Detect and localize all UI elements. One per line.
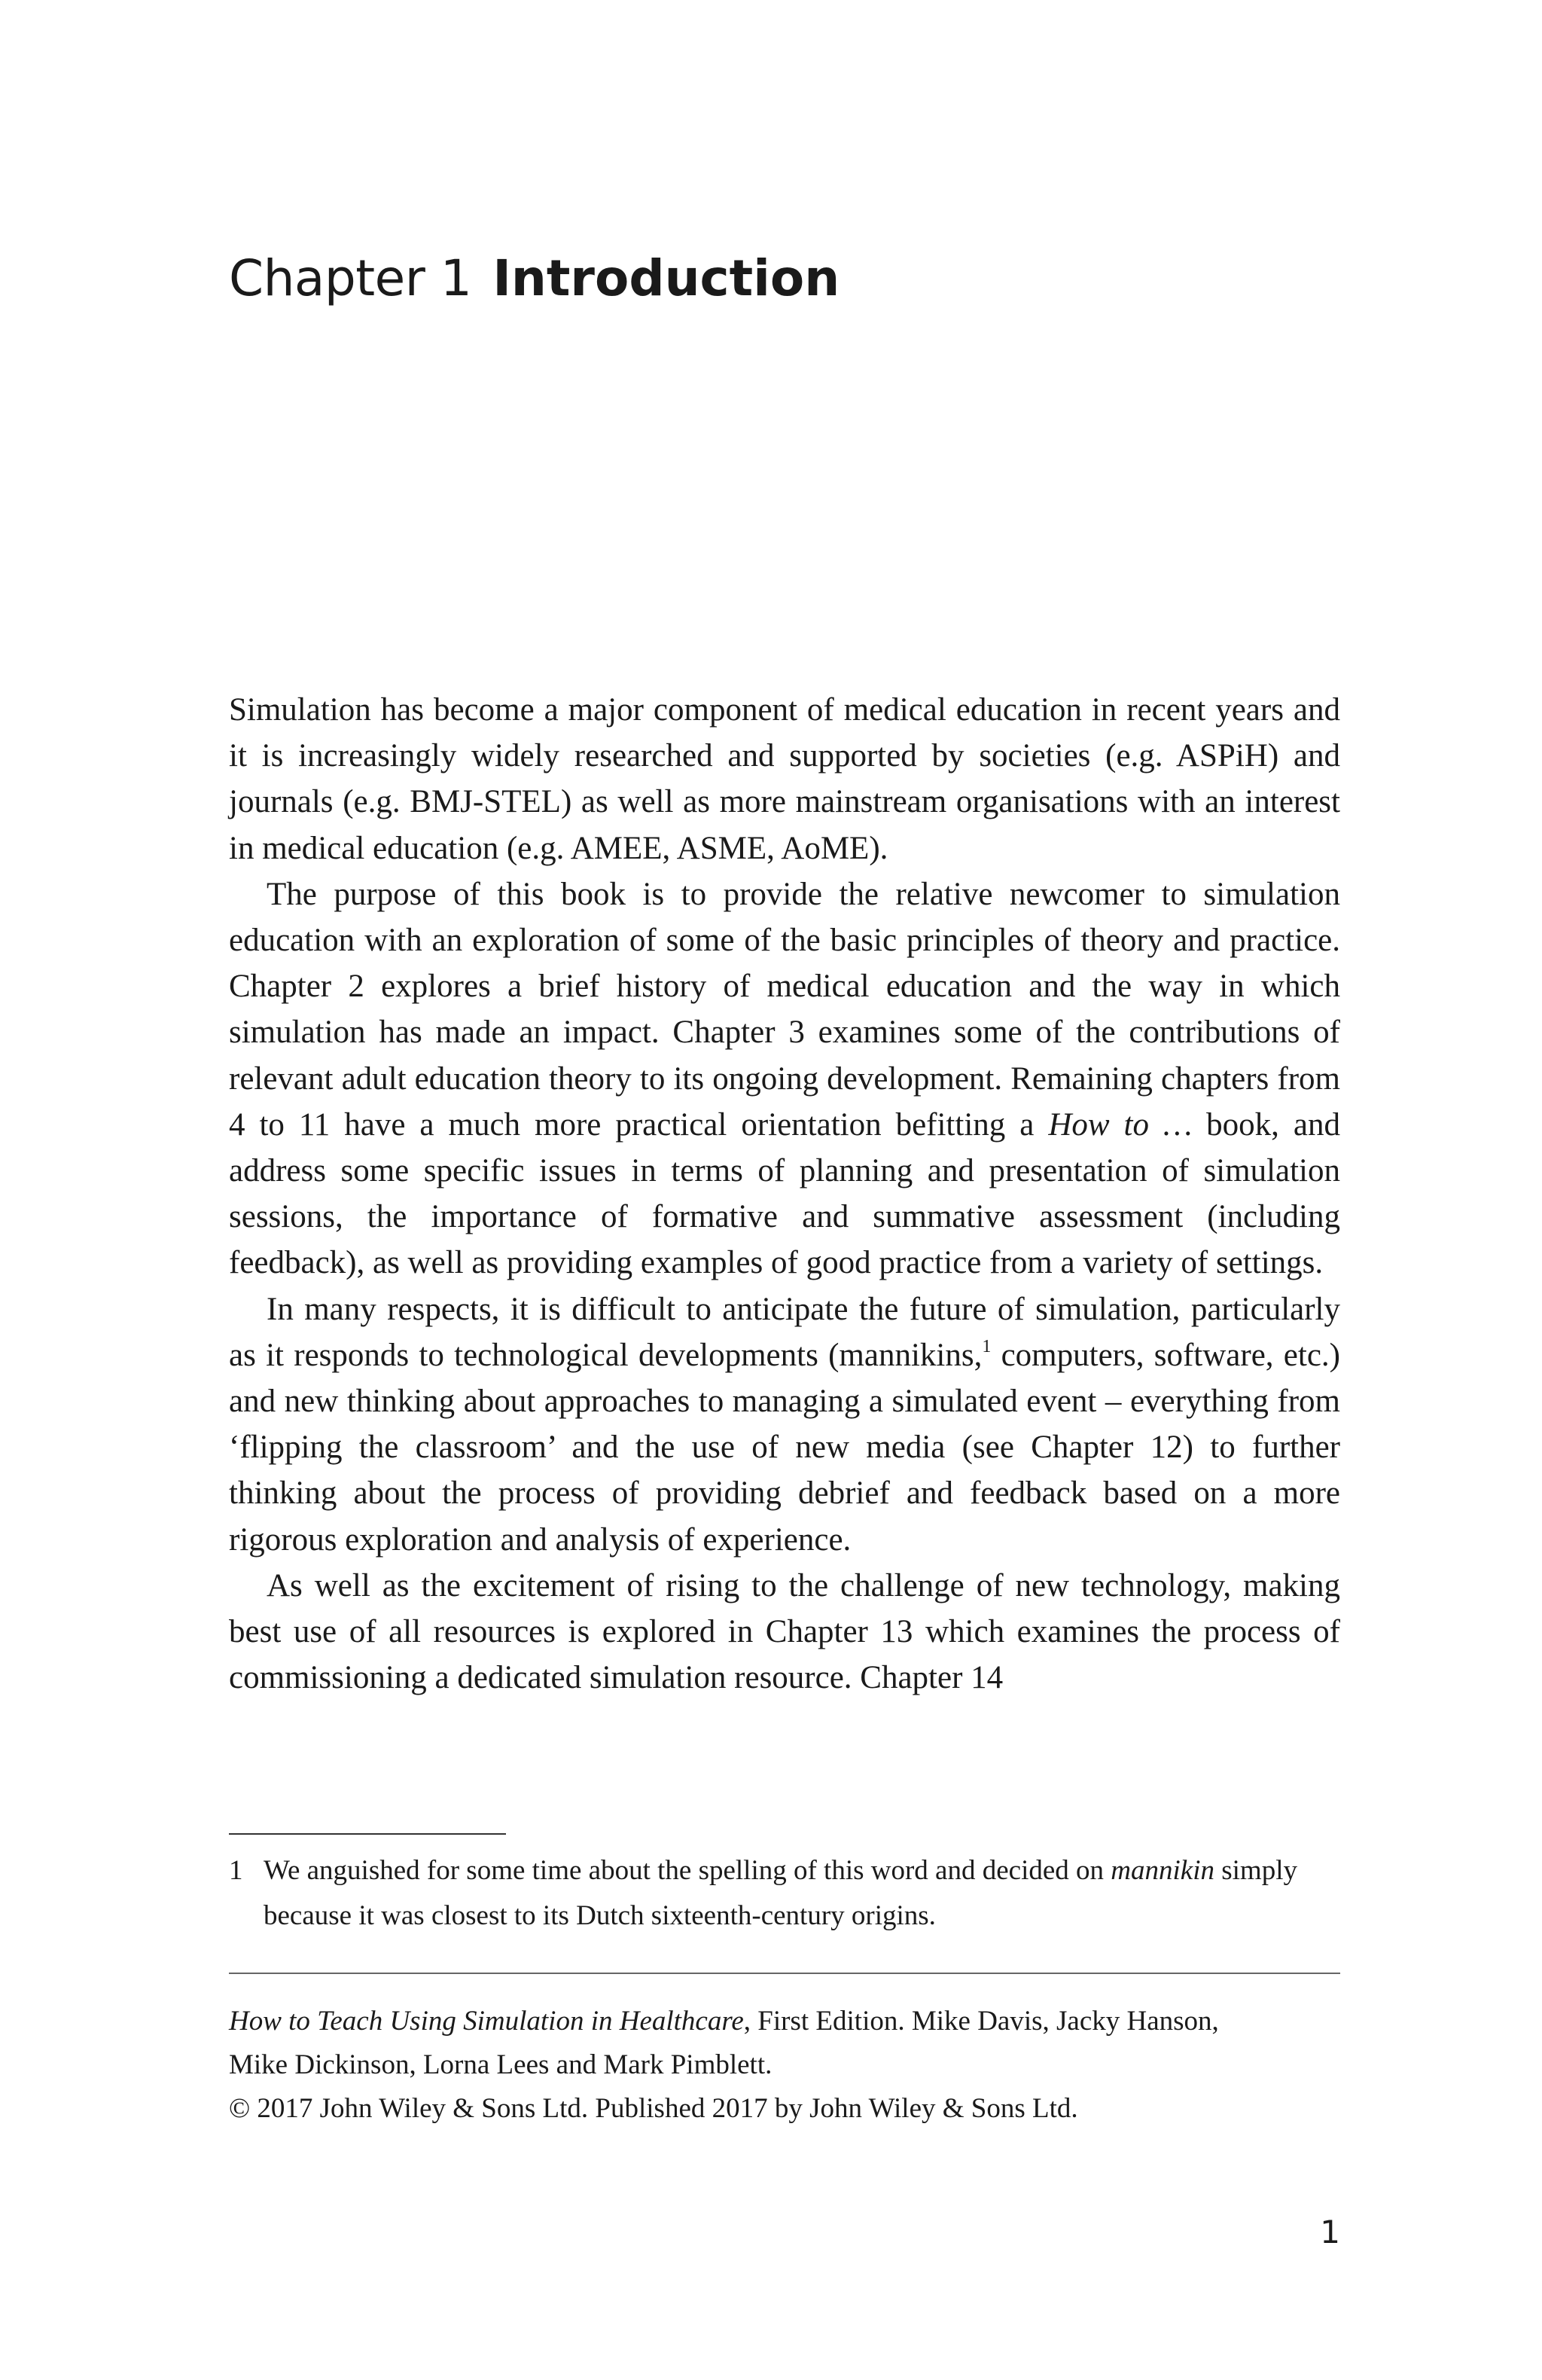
chapter-label: Chapter 1 (229, 249, 472, 307)
publication-line-2: Mike Dickinson, Lorna Lees and Mark Pimblett. (229, 2049, 773, 2080)
footnote-text-a: We anguished for some time about the spelling of this word and decided on (264, 1855, 1111, 1886)
footnote-number: 1 (229, 1855, 243, 1886)
copyright-line: © 2017 John Wiley & Sons Ltd. Published 2017 by John Wiley & Sons Ltd. (229, 2093, 1078, 2124)
paragraph-4: As well as the excitement of rising to the challenge of new technology, making best use of all resources is explored in Chapter 13 which examines the process of commissioning a dedicated simulation resource. Chapter 14 (229, 1567, 1340, 1696)
chapter-heading (229, 249, 840, 309)
paragraph-2-text-b: book, and address some specific issues in terms of planning and presentation of simulation sessions, the importance of formative and summative assessment (including feedback), as well as providing examples of good practice from a variety of settings. (229, 1106, 1340, 1281)
publication-divider (229, 1973, 1340, 1974)
publication-line-1 (229, 2000, 1358, 2043)
chapter-title: Introduction (492, 249, 840, 307)
paragraph-2 (229, 871, 1340, 1286)
publication-line-1-rest: , First Edition. Mike Davis, Jacky Hanson, (743, 2006, 1219, 2037)
footnote-reference[interactable]: 1 (982, 1336, 992, 1356)
footnote-italic: mannikin (1111, 1855, 1214, 1886)
footnote-text-b: simply because it was closest to its Dutch sixteenth-century origins. (264, 1855, 1297, 1931)
book-title: How to Teach Using Simulation in Healthcare (229, 2006, 744, 2037)
paragraph-3-text-b: computers, software, etc.) and new thinking about approaches to managing a simulated event – everything from ‘flipping the classroom’ and the use of new media (see Chapter 12) to further thinking about the process of providing debrief and feedback based on a more rigorous exploration and analysis of experience. (229, 1337, 1340, 1558)
publication-info (229, 2000, 1358, 2131)
paragraph-2-text-a: The purpose of this book is to provide the relative newcomer to simulation education with an exploration of some of the basic principles of theory and practice. Chapter 2 explores a brief history of medical education and the way in which simulation has made an impact. Chapter 3 examines some of the contributions of relevant adult education theory to its ongoing development. Remaining chapters from 4 to 11 have a much more practical orientation befitting a (229, 876, 1340, 1143)
page-number: 1 (1320, 2214, 1340, 2250)
footnote-text (264, 1848, 1340, 1939)
paragraph-3-text-a: In many respects, it is difficult to anticipate the future of simulation, particularly as it responds to technological developments (mannikins, (229, 1291, 1340, 1373)
paragraph-1: Simulation has become a major component of medical education in recent years and it is increasingly widely researched and supported by societies (e.g. ASPiH) and journals (e.g. BMJ-STEL) as well as more mainstream organisations with an interest in medical education (e.g. AMEE, ASME, AoME). (229, 692, 1340, 866)
body-text (229, 687, 1340, 1701)
footnote (229, 1848, 1340, 1939)
paragraph-3 (229, 1286, 1340, 1563)
footnote-divider (229, 1833, 506, 1835)
paragraph-2-italic: How to … (1048, 1106, 1193, 1143)
